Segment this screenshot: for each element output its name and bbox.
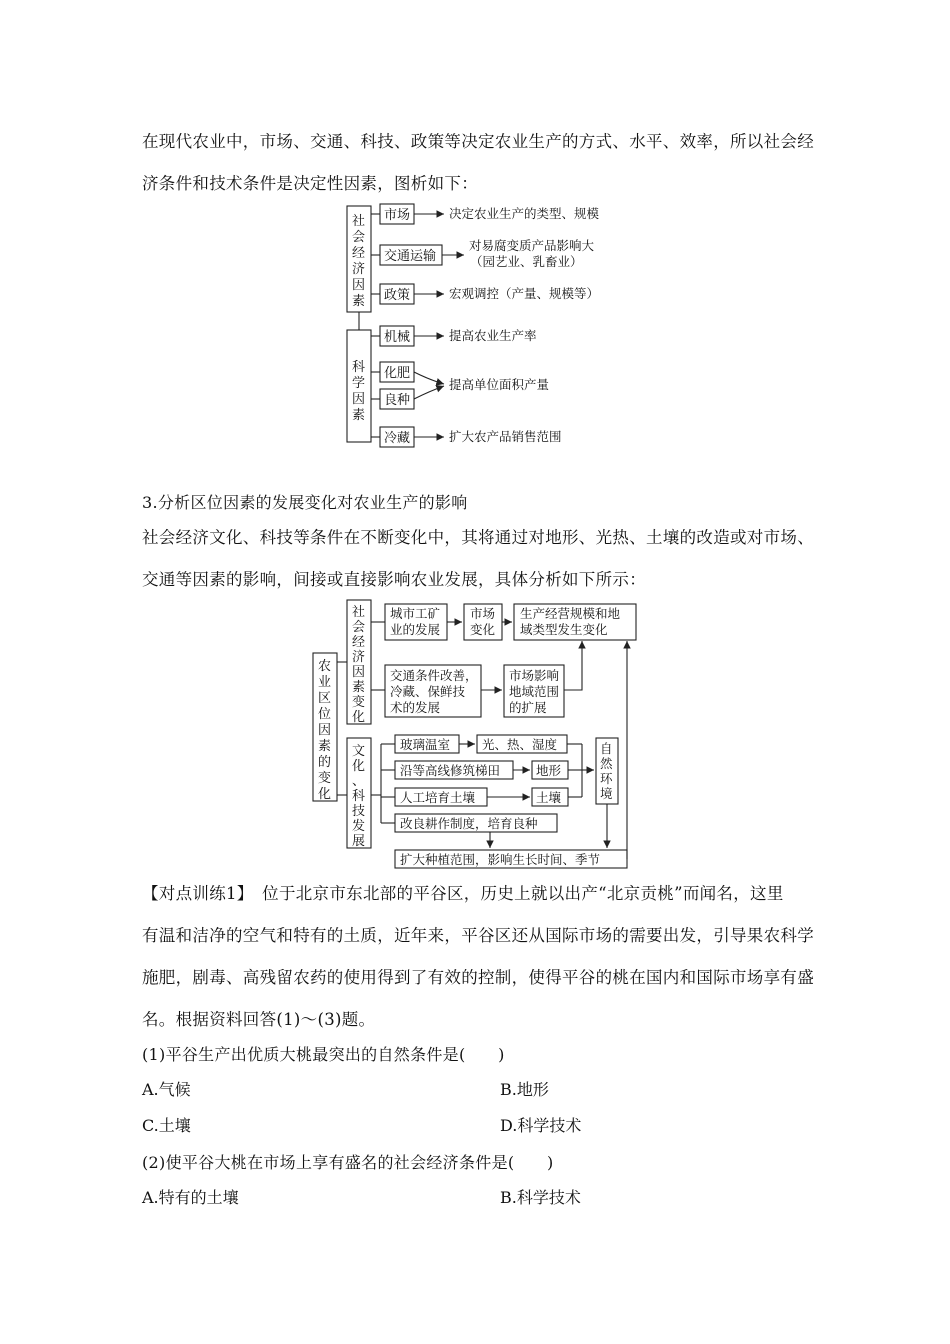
option-b: B.地形 [500,1080,549,1099]
farming-improvement-box: 改良耕作制度，培育良种 [400,816,538,831]
socio-label: 社 会 经 济 因 素 变 化 [352,605,366,725]
paragraph-line: 济条件和技术条件是决定性因素，图析如下： [142,174,478,193]
factor-seed: 良种 [384,393,411,408]
paragraph-line: 在现代农业中，市场、交通、科技、政策等决定农业生产的方式、水平、效率，所以社会经 [142,132,814,151]
soil-box: 土壤 [536,790,562,805]
effect-perishable: 对易腐变质产品影响大 [469,238,595,253]
light-heat-humidity-box: 光、热、湿度 [482,737,558,752]
effect-type-scale: 决定农业生产的类型、规模 [449,206,600,221]
option-c: C.土壤 [142,1116,191,1135]
market-range-box: 市场影响 地域范围 的扩展 [509,668,560,715]
factor-market: 市场 [384,208,411,223]
group-social-label: 社 会 经 济 因 素 [352,214,366,309]
expand-planting-box: 扩大种植范围，影响生长时间、季节 [400,852,601,867]
scale-change-box: 生产经营规模和地 域类型发生变化 [520,606,621,637]
effect-perishable-examples: （园艺业、乳畜业） [470,254,583,269]
greenhouse-box: 玻璃温室 [400,737,451,752]
market-change-box: 市场 变化 [470,606,496,637]
group-science-label: 科 学 因 素 [352,360,366,423]
terrain-box: 地形 [536,763,562,778]
exercise-line: 名。根据资料回答(1)～(3)题。 [142,1010,376,1029]
city-industry-box: 城市工矿 业的发展 [390,606,441,637]
root-label: 农 业 区 位 因 素 的 变 化 [318,659,332,802]
factor-cold-storage: 冷藏 [384,431,411,446]
transport-improvement-box: 交通条件改善， 冷藏、保鲜技 术的发展 [390,668,478,715]
factor-policy: 政策 [384,288,411,303]
factor-transport: 交通运输 [384,249,437,264]
exercise-line: 施肥，剧毒、高残留农药的使用得到了有效的控制，使得平谷的桃在国内和国际市场享有盛 [142,968,814,987]
nature-label: 自 然 环 境 [600,741,613,801]
option-b: B.科学技术 [500,1188,581,1207]
effect-productivity: 提高农业生产率 [449,328,537,343]
effect-sales-range: 扩大农产品销售范围 [449,429,562,444]
exercise-line: 有温和洁净的空气和特有的土质，近年来，平谷区还从国际市场的需要出发，引导果农科学 [142,926,814,945]
question-stem: (1)平谷生产出优质大桃最突出的自然条件是( ) [142,1045,505,1064]
effect-yield: 提高单位面积产量 [449,377,550,392]
section-title: 3.分析区位因素的发展变化对农业生产的影响 [142,493,468,512]
option-a: A.气候 [142,1080,191,1099]
factor-machinery: 机械 [384,330,411,345]
effect-macro-control: 宏观调控（产量、规模等） [449,286,600,301]
question-stem: (2)使平谷大桃在市场上享有盛名的社会经济条件是( ) [142,1153,554,1172]
paragraph-line: 交通等因素的影响，间接或直接影响农业发展，具体分析如下所示： [142,570,646,589]
exercise-line: 【对点训练1】 位于北京市东北部的平谷区，历史上就以出产“北京贡桃”而闻名，这里 [142,884,784,903]
option-d: D.科学技术 [500,1116,582,1135]
paragraph-line: 社会经济文化、科技等条件在不断变化中，其将通过对地形、光热、土壤的改造或对市场、 [142,528,814,547]
factor-fertilizer: 化肥 [384,366,411,381]
terrace-box: 沿等高线修筑梯田 [400,763,501,778]
tech-label: 文 化 、 科 技 发 展 [352,744,366,849]
option-a: A.特有的土壤 [142,1188,239,1207]
soil-cultivation-box: 人工培育土壤 [400,790,476,805]
